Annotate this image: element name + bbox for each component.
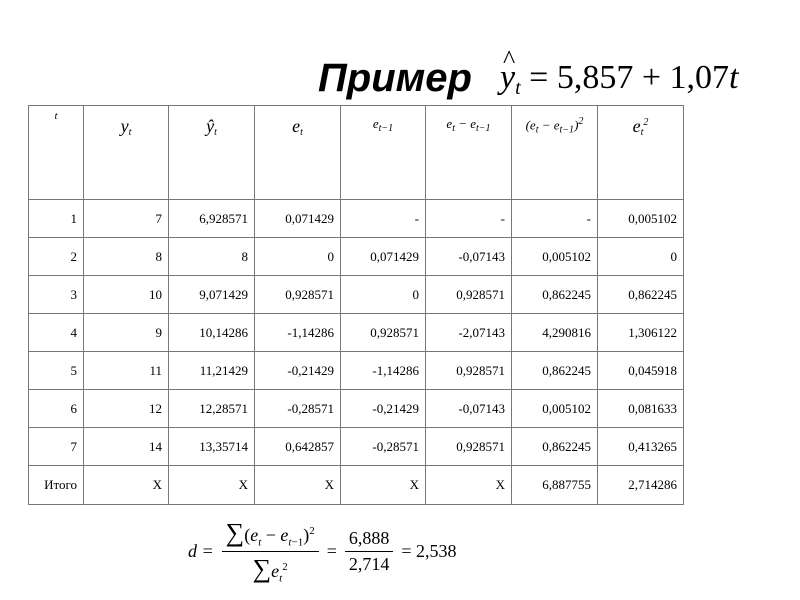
durbin-watson-formula: d = $\frac{\sum(e_t - e_{t-1})^2}{\sum e_t^2}$ = $\frac{6,888}{2,714}$ = 2,538 (188, 518, 457, 585)
table-cell: 8 (169, 238, 255, 276)
table-cell: -0,28571 (341, 428, 426, 466)
table-cell: 7 (29, 428, 84, 466)
y-hat-symbol: ^ y (500, 50, 515, 106)
table-row (29, 276, 684, 314)
table-cell: 13,35714 (169, 428, 255, 466)
table-cell: 0,928571 (426, 428, 512, 466)
table-cell: 0 (598, 238, 684, 276)
table-cell: 11 (84, 352, 169, 390)
total-cell: X (255, 466, 341, 505)
total-sum-e-sq: 2,714286 (598, 466, 684, 505)
table-cell: 1 (29, 200, 84, 238)
header-e-diff-sq: $(e_t - e_{t-1})^2$ (512, 106, 598, 200)
table-row (29, 428, 684, 466)
table-cell: 0,928571 (255, 276, 341, 314)
table-row (29, 238, 684, 276)
table-cell: 12 (84, 390, 169, 428)
table-cell: 6 (29, 390, 84, 428)
total-cell: X (426, 466, 512, 505)
table-cell: -2,07143 (426, 314, 512, 352)
regression-equation: ^ $y_t = 5,857 + 1,07t$ (500, 50, 738, 116)
table-cell: 0,413265 (598, 428, 684, 466)
table-cell: 6,928571 (169, 200, 255, 238)
table-cell: 0 (255, 238, 341, 276)
table-cell: 0,071429 (255, 200, 341, 238)
table-cell: 2 (29, 238, 84, 276)
residuals-table (28, 105, 684, 505)
equation-var: t (729, 59, 739, 96)
table-cell: - (512, 200, 598, 238)
table-cell: 0,862245 (512, 428, 598, 466)
table-cell: 8 (84, 238, 169, 276)
table-cell: 0,081633 (598, 390, 684, 428)
table-cell: 9,071429 (169, 276, 255, 314)
table-cell: 0,005102 (512, 238, 598, 276)
table-cell: -1,14286 (341, 352, 426, 390)
table-cell: 9 (84, 314, 169, 352)
equation-rhs: = 5,857 + 1,07 (529, 59, 730, 96)
header-y: $y_t$ (84, 106, 169, 200)
formula-result: = 2,538 (401, 540, 457, 561)
table-cell: 3 (29, 276, 84, 314)
formula-fraction-numeric: $\frac{6,888}{2,714}$ (345, 528, 394, 575)
header-e-diff: $e_t - e_{t-1}$ (426, 106, 512, 200)
table-cell: -0,21429 (255, 352, 341, 390)
table-cell: 0,642857 (255, 428, 341, 466)
table-row (29, 200, 684, 238)
table-cell: - (426, 200, 512, 238)
table-cell: 0 (341, 276, 426, 314)
table-cell: 0,928571 (341, 314, 426, 352)
table-cell: 0,928571 (426, 352, 512, 390)
table-cell: 14 (84, 428, 169, 466)
header-t: t (29, 106, 84, 200)
total-cell: X (169, 466, 255, 505)
table-cell: 0,862245 (512, 352, 598, 390)
header-e-prev: $e_{t-1}$ (341, 106, 426, 200)
table-cell: -0,07143 (426, 238, 512, 276)
table-cell: 0,005102 (598, 200, 684, 238)
table-cell: 4,290816 (512, 314, 598, 352)
table-cell: 12,28571 (169, 390, 255, 428)
table-header-row (29, 106, 684, 200)
header-e-sq: $e_t^2$ (598, 106, 684, 200)
table-cell: 5 (29, 352, 84, 390)
table-cell: 10,14286 (169, 314, 255, 352)
table-cell: - (341, 200, 426, 238)
total-label: Итого (29, 466, 84, 505)
table-cell: -0,21429 (341, 390, 426, 428)
table-row (29, 314, 684, 352)
formula-lhs: d = (188, 540, 214, 561)
total-cell: X (341, 466, 426, 505)
table-cell: 0,045918 (598, 352, 684, 390)
table-cell: 10 (84, 276, 169, 314)
slide-title: Пример (318, 56, 472, 100)
table-cell: 11,21429 (169, 352, 255, 390)
total-sum-diff-sq: 6,887755 (512, 466, 598, 505)
header-e: $e_t$ (255, 106, 341, 200)
table-cell: 0,071429 (341, 238, 426, 276)
table-cell: -1,14286 (255, 314, 341, 352)
table-row (29, 390, 684, 428)
table-cell: 1,306122 (598, 314, 684, 352)
table-cell: 0,928571 (426, 276, 512, 314)
table-cell: 4 (29, 314, 84, 352)
table-cell: 0,862245 (512, 276, 598, 314)
formula-fraction-symbolic: $\frac{\sum(e_t - e_{t-1})^2}{\sum e_t^2}$ (222, 518, 319, 584)
table-cell: -0,28571 (255, 390, 341, 428)
total-row (29, 466, 684, 505)
header-y-hat: $ŷ_t$ (169, 106, 255, 200)
table-cell: -0,07143 (426, 390, 512, 428)
table-cell: 0,005102 (512, 390, 598, 428)
total-cell: X (84, 466, 169, 505)
table-row (29, 352, 684, 390)
table-cell: 7 (84, 200, 169, 238)
table-cell: 0,862245 (598, 276, 684, 314)
